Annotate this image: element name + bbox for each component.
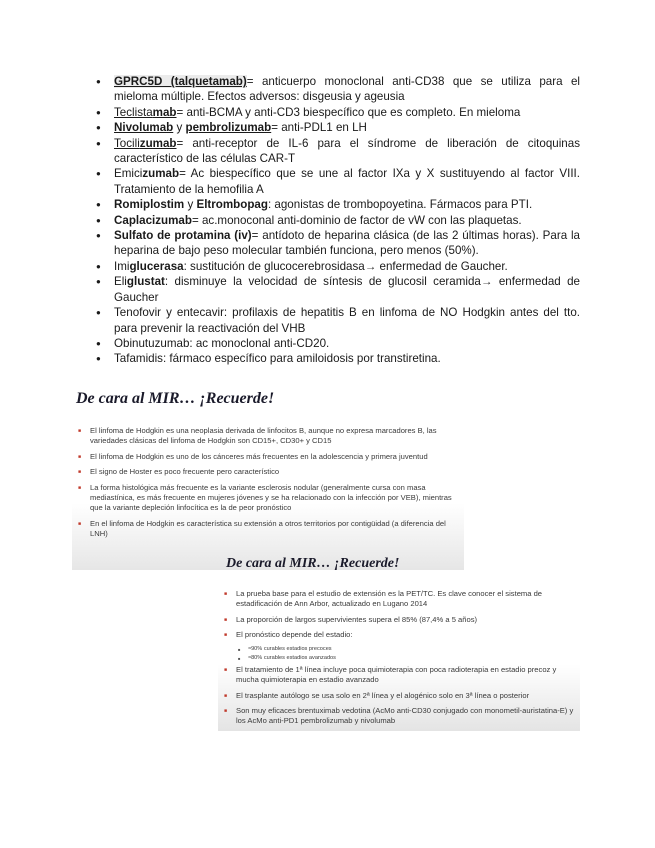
bullet-item <box>96 197 580 212</box>
bullet-item <box>96 120 580 135</box>
recap-item: ■ El linfoma de Hodgkin es uno de los cánceres más frecuentes en la adolescencia y primera juventud <box>76 452 458 462</box>
recap-panel-1 <box>72 422 464 570</box>
bullet-text: Teclista <box>114 105 153 119</box>
bullet-text: : sustitución de glucocerebrosidasa→ enfermedad de Gaucher. <box>183 259 508 273</box>
bullet-text: pembrolizumab <box>185 121 272 135</box>
bullet-item <box>96 166 580 197</box>
bullet-text: glustat <box>126 275 165 289</box>
bullet-text: Tafamidis: fármaco específico para amiloidosis por transtiretina. <box>114 352 441 366</box>
bullet-text: = anti-PDL1 en LH <box>271 121 367 135</box>
bullet-text: mab <box>152 105 177 119</box>
bullet-text: = anti-receptor de IL-6 para el síndrome de liberación de citoquinas característico de las células CAR-T <box>114 136 580 166</box>
bullet-text: Caplacizumab <box>114 213 192 227</box>
bullet-text: Tenofovir y entecavir: profilaxis de hepatitis B en linfoma de NO Hodgkin antes del tto. para prevenir la reactivación del VHB <box>114 306 580 335</box>
recap-item: ■ Son muy eficaces brentuximab vedotina (AcMo anti-CD30 conjugado con monometil-auristatina-E) y los AcMo anti-PD1 pembrolizumab y nivolumab <box>222 706 574 727</box>
recap-subitem: ■ ≈90% curables estadios precoces <box>222 646 574 654</box>
bullet-text: = ac.monoconal anti-dominio de factor de vW con las plaquetas. <box>191 213 522 227</box>
bullet-text: Eli <box>114 275 127 289</box>
bullet-text: Imi <box>114 259 130 273</box>
bullet-item <box>96 259 580 274</box>
bullet-text: y <box>173 121 186 135</box>
recap-heading-1: De cara al MIR… ¡Recuerde! <box>76 390 275 407</box>
recap-item: ■ La proporción de largos supervivientes supera el 85% (87,4% a 5 años) <box>222 615 574 625</box>
bullet-text: = anticuerpo monoclonal anti-CD38 que se utiliza para el mieloma múltiple. Efectos adversos: disgeusia y ageusia <box>114 75 580 104</box>
recap-item: ■ El linfoma de Hodgkin es una neoplasia derivada de linfocitos B, aunque no expresa marcadores B, las variedades clásicas del linfoma de Hodgkin son CD15+, CD30+ y CD15 <box>76 426 458 447</box>
bullet-text: : agonistas de trombopoyetina. Fármacos para PTI. <box>267 198 533 212</box>
bullet-item <box>96 274 580 305</box>
recap-heading-2: De cara al MIR… ¡Recuerde! <box>226 556 400 571</box>
bullet-item <box>96 213 580 228</box>
bullet-item <box>96 336 580 351</box>
recap-item: ■ El trasplante autólogo se usa solo en 2ª línea y el alogénico solo en 3ª línea o posterior <box>222 691 574 701</box>
bullet-text: glucerasa <box>129 259 184 273</box>
bullet-text: zumab <box>142 167 180 181</box>
bullet-text: zumab <box>139 136 177 150</box>
recap-item: ■ El tratamiento de 1ª línea incluye poca quimioterapia con poca radioterapia en estadio precoz y mucha quimioterapia en estadio avanzado <box>222 665 574 686</box>
bullet-text: Obinutuzumab: ac monoclonal anti-CD20. <box>114 336 330 350</box>
bullet-text: Sulfato de protamina (iv) <box>114 229 252 243</box>
bullet-text: Eltrombopag <box>196 198 268 212</box>
bullet-item <box>96 136 580 167</box>
recap-item: ■ El signo de Hoster es poco frecuente pero característico <box>76 467 458 477</box>
bullet-text: = antídoto de heparina clásica (de las 2 últimas horas). Para la heparina de bajo peso molecular también funciona, pero menos (50%). <box>114 229 580 258</box>
bullet-item <box>96 74 580 105</box>
recap-item: ■ El pronóstico depende del estadio: <box>222 630 574 640</box>
recap-subitem: ■ ≈80% curables estadios avanzados <box>222 655 574 663</box>
recap-panel-2 <box>218 583 580 731</box>
bullet-text: Nivolumab <box>114 121 174 135</box>
bullet-text: : disminuye la velocidad de síntesis de glucosil ceramida→ enfermedad de Gaucher <box>114 275 580 304</box>
bullet-item <box>96 228 580 259</box>
recap-item: ■ La forma histológica más frecuente es la variante esclerosis nodular (generalmente cursa con masa mediastínica, es más frecuente en mujeres jóvenes y se ha relacionado con la infección por VEB), mientras que la variante depleción linfocítica es la de peor pronóstico <box>76 483 458 514</box>
bullet-text: y <box>184 198 197 212</box>
recap-item: ■ En el linfoma de Hodgkin es característica su extensión a otros territorios por contigüidad (a diferencia del LNH) <box>76 519 458 540</box>
bullet-item <box>96 105 580 120</box>
bullet-text: Tocili <box>114 136 140 150</box>
recap-item: ■ La prueba base para el estudio de extensión es la PET/TC. Es clave conocer el sistema de estadificación de Ann Arbor, actualizado en Lugano 2014 <box>222 589 574 610</box>
drug-bullet-list <box>96 74 580 367</box>
bullet-text: = anti-BCMA y anti-CD3 biespecífico que es completo. En mieloma <box>176 105 521 119</box>
bullet-text: GPRC5D (talquetamab) <box>114 75 247 88</box>
bullet-text: Emici <box>114 167 143 181</box>
bullet-text: Romiplostim <box>114 198 185 212</box>
bullet-item <box>96 305 580 336</box>
bullet-item <box>96 351 580 366</box>
bullet-text: = Ac biespecífico que se une al factor IXa y X sustituyendo al factor VIII. Tratamiento de la hemofilia A <box>114 167 580 196</box>
